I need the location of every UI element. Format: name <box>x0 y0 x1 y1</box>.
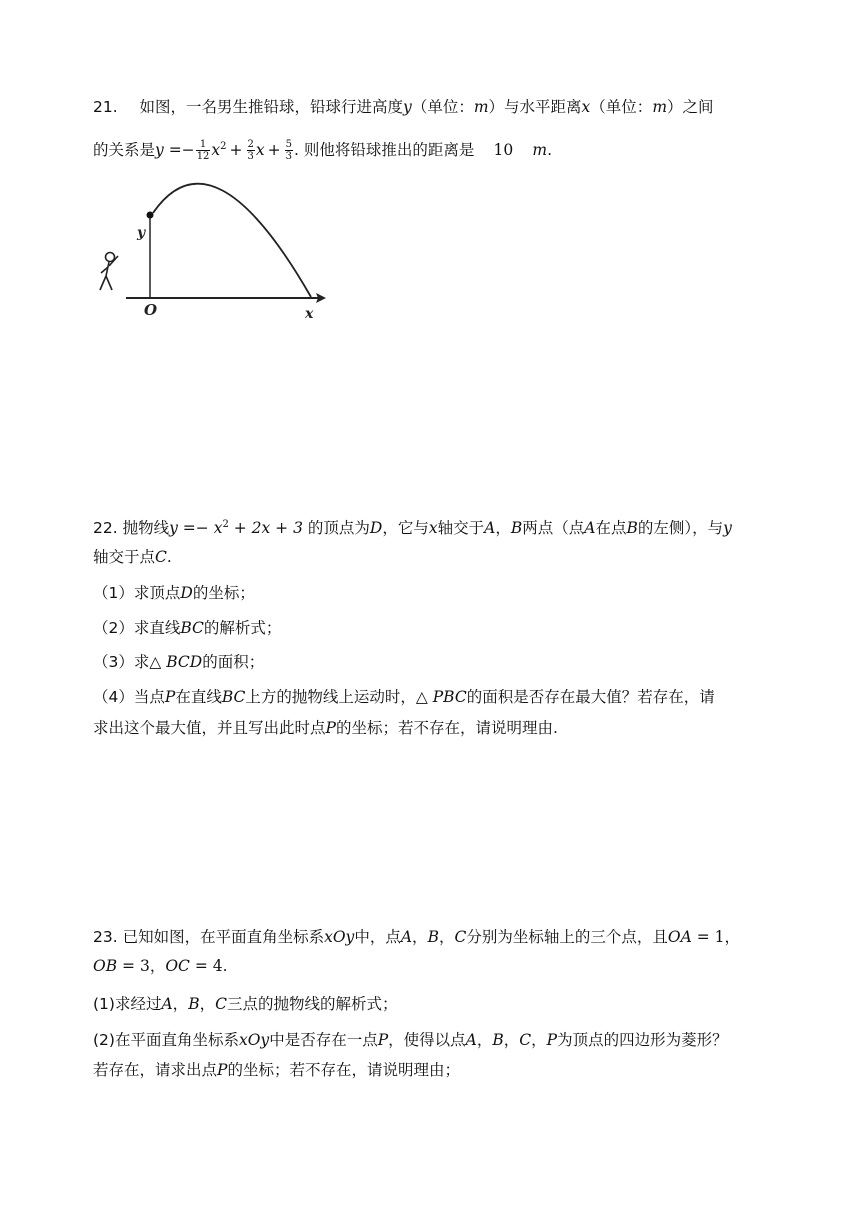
text: ， <box>503 1031 520 1049</box>
num: 2 <box>247 139 254 151</box>
value: = 1 <box>691 928 725 946</box>
text: 中是否存在一点 <box>269 1031 378 1049</box>
label-y: y <box>137 225 146 241</box>
q22-part-2 <box>93 617 281 639</box>
var: B <box>492 1031 504 1049</box>
q22-number: 22. <box>93 519 118 538</box>
var: B <box>427 928 439 946</box>
text: ）与水平距离 <box>488 98 582 116</box>
var: D <box>369 519 383 538</box>
text: 轴交于 <box>437 519 485 538</box>
var: C <box>215 995 227 1013</box>
text: ， <box>412 928 428 946</box>
text: 抛物线 <box>122 519 170 538</box>
text: 的顶点为 <box>302 519 370 538</box>
text: 的面积； <box>202 653 265 671</box>
answer-unit: m <box>532 141 548 160</box>
text: ）之间 <box>667 98 714 116</box>
text: . 则他将铅球推出的距离是 <box>294 141 475 160</box>
formula: y =− x <box>169 519 223 538</box>
text: 在直线 <box>175 688 222 706</box>
var: C <box>155 548 167 566</box>
var: PBC <box>432 688 467 706</box>
text: ，它与 <box>382 519 429 538</box>
text: . <box>222 957 228 975</box>
text: ， <box>724 928 740 946</box>
text: ， <box>172 995 189 1013</box>
var-x: x <box>255 141 265 160</box>
q21-figure <box>90 172 340 322</box>
text: 若存在，请求出点 <box>93 1061 218 1079</box>
value: = 3 <box>117 957 150 975</box>
value: = 4 <box>189 957 223 975</box>
var: P <box>377 1031 389 1049</box>
den: 3 <box>285 151 293 163</box>
fraction-2-3 <box>247 139 255 162</box>
answer: 10 <box>493 141 514 160</box>
text: ， <box>438 928 455 946</box>
label-x: x <box>305 306 314 322</box>
text: 的坐标；若不存在，请说明理由； <box>227 1061 460 1079</box>
formula: + 2x + 3 <box>228 519 303 538</box>
text: y =− <box>155 141 195 160</box>
text: 中，点 <box>354 928 401 946</box>
q22-part-1 <box>93 582 255 604</box>
text: 的左侧），与 <box>637 519 724 538</box>
text: 的坐标；若不存在，请说明理由. <box>335 719 558 737</box>
var: A <box>584 519 596 538</box>
var: P <box>164 688 176 706</box>
var: xOy <box>238 1031 270 1049</box>
exponent: 2 <box>220 141 227 152</box>
q22-line-2 <box>93 546 172 568</box>
text: （单位： <box>411 98 474 116</box>
var: BCD <box>166 653 203 671</box>
text: （4）当点 <box>93 688 165 706</box>
var: B <box>626 519 638 538</box>
q21-line-2 <box>93 134 552 163</box>
text: ， <box>476 1031 493 1049</box>
var: C <box>519 1031 532 1049</box>
label-o: O <box>144 301 158 319</box>
var: A <box>161 995 173 1013</box>
var: BC <box>180 619 204 637</box>
q22-part-4-line-2 <box>93 717 558 739</box>
q23-part-2-line-1 <box>93 1029 728 1051</box>
text: 在点 <box>595 519 627 538</box>
var: P <box>217 1061 228 1079</box>
text: 两点（点 <box>522 519 585 538</box>
text: ， <box>495 519 511 538</box>
text: 为顶点的四边形为菱形？ <box>557 1031 728 1049</box>
q21-line-1 <box>93 96 714 118</box>
q22-part-3 <box>93 651 264 673</box>
plus: + <box>229 141 243 160</box>
exponent: 2 <box>222 519 229 530</box>
var: OB <box>93 957 118 975</box>
text: （1）求顶点 <box>93 584 181 602</box>
var: BC <box>221 688 246 706</box>
q23-line-2 <box>93 955 228 977</box>
var: A <box>465 1031 477 1049</box>
text: 的坐标； <box>192 584 255 602</box>
person-icon <box>100 253 118 291</box>
plus: + <box>267 141 281 160</box>
text: 求出这个最大值，并且写出此时点 <box>93 719 326 737</box>
fraction-1-12 <box>196 139 211 162</box>
text: 的关系是 <box>93 141 156 160</box>
text: (1)求经过 <box>93 995 162 1013</box>
var-x: x <box>211 141 221 160</box>
var: B <box>510 519 523 538</box>
text: 上方的抛物线上运动时，△ <box>245 688 433 706</box>
var-y: y <box>403 98 412 116</box>
q23-part-1 <box>93 993 397 1015</box>
num: 1 <box>196 139 211 151</box>
trajectory-curve <box>153 184 311 297</box>
text: （单位： <box>590 98 653 116</box>
num: 5 <box>285 139 293 151</box>
var: B <box>188 995 200 1013</box>
den: 12 <box>196 151 210 163</box>
var: P <box>325 719 336 737</box>
unit-m: m <box>652 98 668 116</box>
text: ， <box>199 995 216 1013</box>
var: A <box>484 519 496 538</box>
var: C <box>454 928 467 946</box>
text: 分别为坐标轴上的三个点，且 <box>466 928 668 946</box>
text: （2）求直线 <box>93 619 181 637</box>
q23-line-1 <box>93 926 740 948</box>
var: x <box>428 519 438 538</box>
text: 的面积是否存在最大值？若存在，请 <box>466 688 715 706</box>
text: . <box>166 548 172 566</box>
text: （3）求△ <box>93 653 167 671</box>
text: 轴交于点 <box>93 548 156 566</box>
var: y <box>723 519 732 538</box>
q23-part-2-line-2 <box>93 1059 460 1081</box>
q22-line-1 <box>93 514 732 539</box>
text: 的解析式； <box>203 619 282 637</box>
unit-m: m <box>473 98 489 116</box>
var: OC <box>165 957 190 975</box>
var: OA <box>667 928 692 946</box>
formula <box>155 141 195 159</box>
q21-text: 如图，一名男生推铅球，铅球行进高度 <box>139 98 404 116</box>
var: D <box>180 584 193 602</box>
var: P <box>546 1031 558 1049</box>
q21-number: 21. <box>93 98 118 116</box>
var-x: x <box>581 98 591 116</box>
den: 3 <box>247 151 254 163</box>
text: 已知如图，在平面直角坐标系 <box>122 928 325 946</box>
text: ，使得以点 <box>388 1031 466 1049</box>
q22-part-4-line-1 <box>93 686 715 708</box>
text: . <box>547 141 553 160</box>
text: (2)在平面直角坐标系 <box>93 1031 239 1049</box>
var: xOy <box>324 928 355 946</box>
text: 三点的抛物线的解析式； <box>226 995 398 1013</box>
text: ， <box>149 957 166 975</box>
text: ， <box>531 1031 547 1049</box>
q23-number: 23. <box>93 928 118 946</box>
var: A <box>400 928 413 946</box>
fraction-5-3 <box>285 139 293 162</box>
